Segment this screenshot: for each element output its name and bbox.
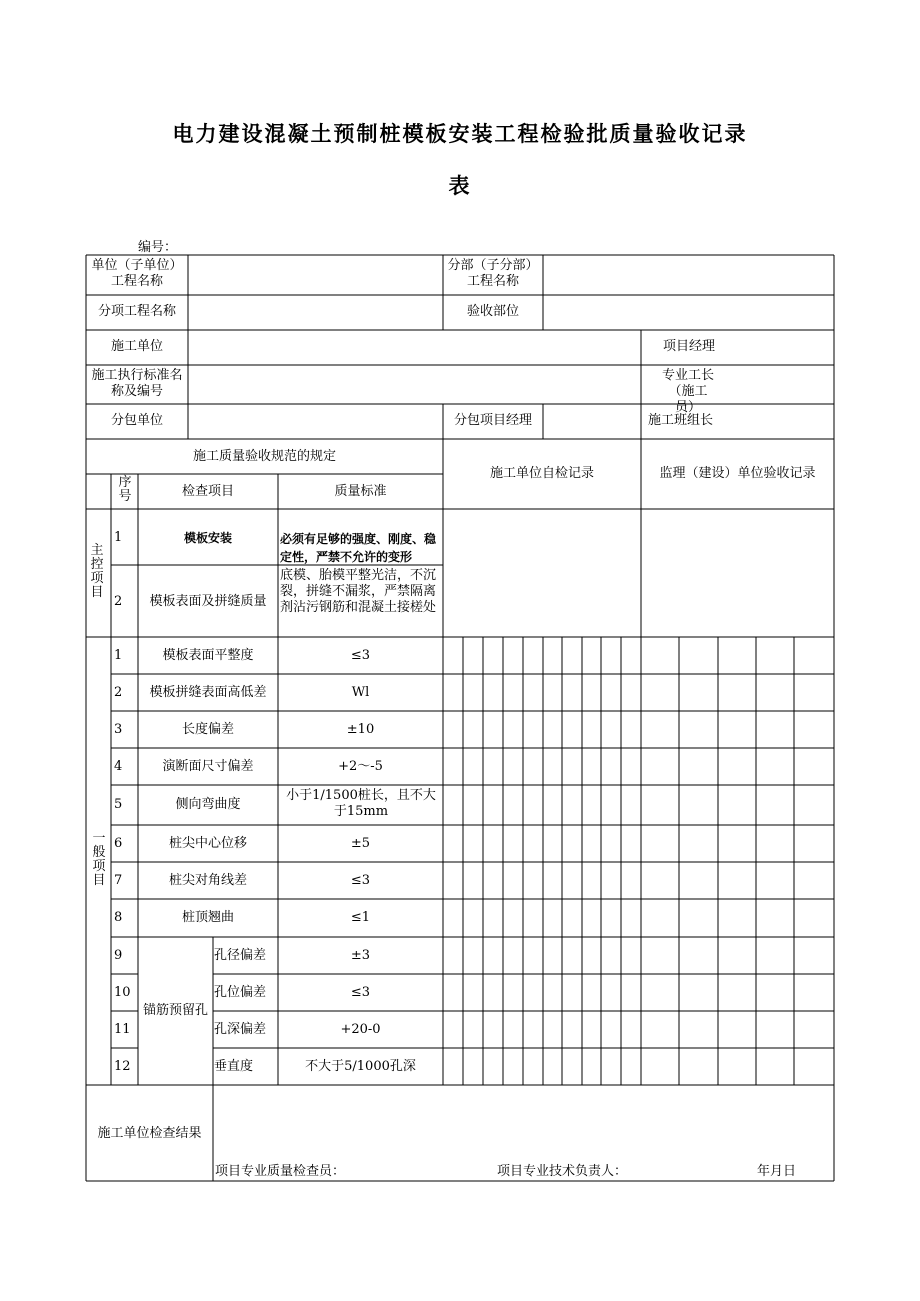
gen-row-12-no: 12 [114,1059,131,1074]
gen-row-5-no: 5 [114,797,123,812]
standard-name-label: 施工执行标准名称及编号 [91,368,183,399]
gen-row-7-standard: ≤3 [350,873,371,888]
check-result-label: 施工单位检查结果 [97,1126,202,1141]
document-title: 电力建设混凝土预制桩模板安装工程检验批质量验收记录 [172,121,748,146]
gen-row-10-no: 10 [114,985,131,1000]
gen-row-5-standard: 小于1/1500桩长，且不大于15mm [286,788,436,819]
tech-lead-label: 项目专业技术负责人： [497,1164,628,1179]
gen-row-2-item: 模板拼缝表面高低差 [149,685,267,700]
gen-row-6-standard: ±5 [350,836,371,851]
division-name-label: 分部（子分部）工程名称 [447,258,539,289]
gen-row-1-item: 模板表面平整度 [162,648,254,663]
gen-row-3-item: 长度偏差 [181,722,234,737]
gen-row-8-standard: ≤1 [350,910,371,925]
gen-row-7-no: 7 [114,873,123,888]
general-items-label: 一般项目 [92,831,106,888]
gen-row-10-item: 孔位偏差 [214,985,267,1000]
seq-header: 序号 [118,475,132,504]
spec-rules-header: 施工质量验收规范的规定 [192,449,336,464]
document-title-continued: 表 [448,173,472,198]
gen-row-11-no: 11 [114,1022,131,1037]
construction-unit-label: 施工单位 [110,339,163,354]
gen-row-4-no: 4 [114,759,123,774]
gen-row-7-item: 桩尖对角线差 [168,873,247,888]
gen-row-1-no: 1 [114,648,123,663]
gen-row-6-item: 桩尖中心位移 [168,836,247,851]
gen-row-4-standard: +2～-5 [338,759,383,774]
gen-row-12-item: 垂直度 [214,1059,254,1074]
project-manager-label: 项目经理 [662,339,715,354]
main-row-2-item: 模板表面及拼缝质量 [149,594,267,609]
gen-row-6-no: 6 [114,836,123,851]
gen-row-9-item: 孔径偏差 [214,948,267,963]
supervision-header: 监理（建设）单位验收记录 [659,466,816,481]
quality-inspector-label: 项目专业质量检查员： [215,1164,346,1179]
acceptance-part-label: 验收部位 [466,304,519,319]
main-row-2-no: 2 [114,594,123,609]
gen-row-1-standard: ≤3 [350,648,371,663]
main-control-label: 主控项目 [90,543,104,600]
gen-row-8-no: 8 [114,910,123,925]
gen-row-2-no: 2 [114,685,123,700]
main-row-1-no: 1 [114,530,123,545]
foreman-label: 专业工长（施工员） [661,368,714,415]
quality-standard-header: 质量标准 [334,484,387,499]
gen-row-11-item: 孔深偏差 [214,1022,267,1037]
gen-row-9-no: 9 [114,948,123,963]
unit-name-label: 单位（子单位）工程名称 [91,258,183,289]
check-item-header: 检查项目 [181,484,234,499]
gen-row-2-standard: Wl [351,685,370,700]
gen-row-3-no: 3 [114,722,123,737]
gen-row-12-standard: 不大于5/1000孔深 [305,1059,416,1074]
main-row-1-item: 模板安装 [183,531,232,545]
anchor-hole-group-label: 锚筋预留孔 [142,1003,208,1018]
team-leader-label: 施工班组长 [648,413,714,428]
gen-row-9-standard: ±3 [350,948,371,963]
gen-row-10-standard: ≤3 [350,985,371,1000]
subcontract-unit-label: 分包单位 [110,413,163,428]
gen-row-4-item: 演断面尺寸偏差 [162,759,254,774]
main-row-1-standard: 必须有足够的强度、刚度、稳定性，严禁不允许的变形 [280,532,437,564]
gen-row-11-standard: +20-0 [340,1022,381,1037]
self-check-header: 施工单位自检记录 [489,466,594,481]
gen-row-8-item: 桩顶翘曲 [181,910,234,925]
record-number-label: 编号： [138,240,178,255]
main-row-2-standard: 底模、胎模平整光洁，不沉裂，拼缝不漏浆，严禁隔离剂沾污钢筋和混凝土接槎处 [280,568,437,615]
subcontract-manager-label: 分包项目经理 [453,413,532,428]
subitem-name-label: 分项工程名称 [97,304,176,319]
gen-row-3-standard: ±10 [346,722,375,737]
date-label: 年月日 [757,1164,797,1179]
gen-row-5-item: 侧向弯曲度 [175,797,241,812]
